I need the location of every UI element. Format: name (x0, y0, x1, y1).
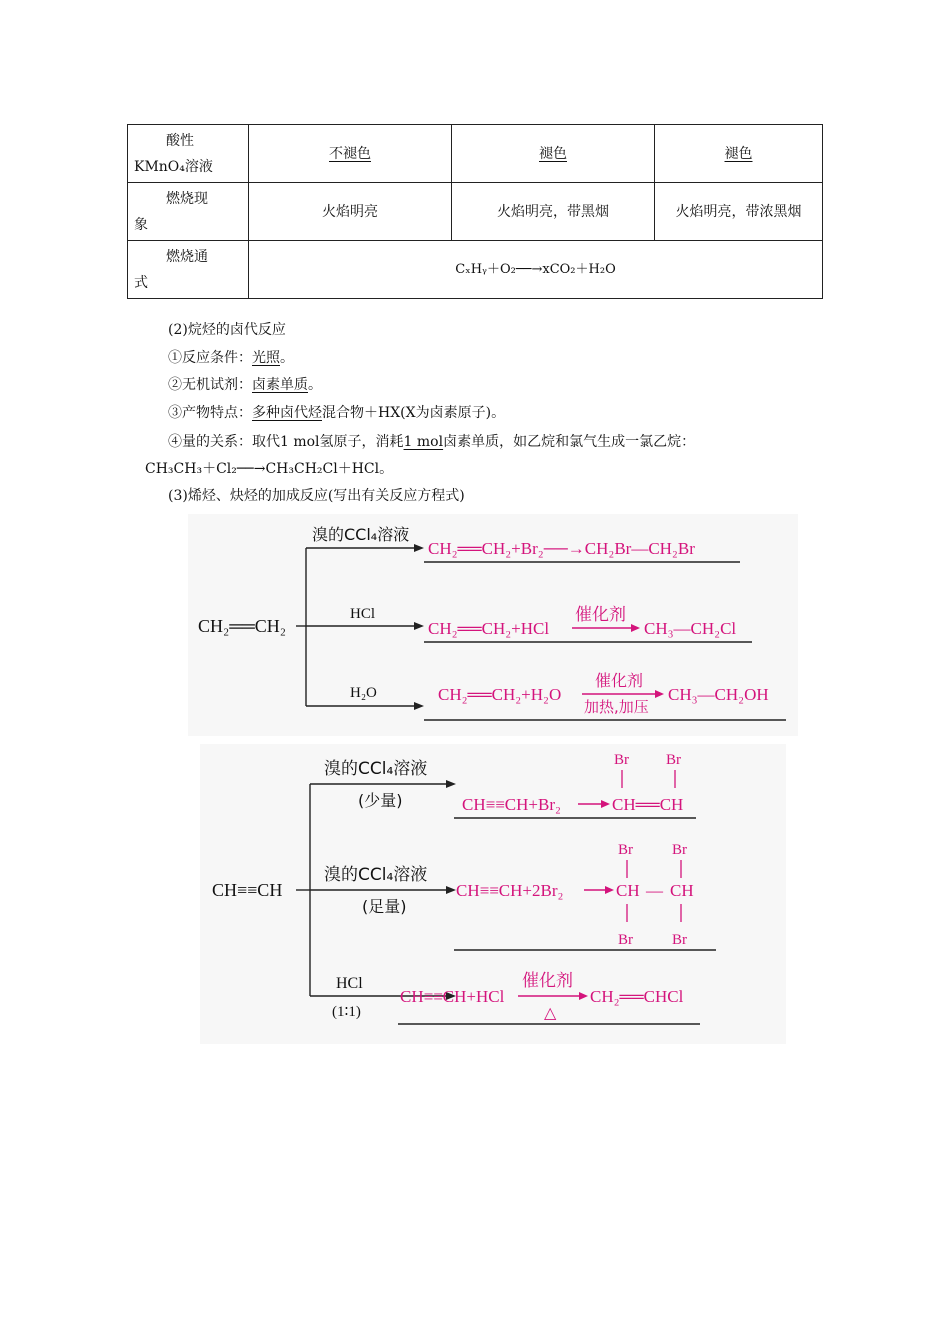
section-2-title: (2)烷烃的卤代反应 (168, 322, 286, 338)
properties-table (127, 124, 823, 299)
tetrabromoethane-carbon: CH (616, 881, 640, 900)
hydrochlorination-lhs: CH≡≡CH+HCl (400, 987, 505, 1006)
hcl-reagent-label: HCl (336, 975, 363, 992)
product-line: ③产物特点：多种卤代烃混合物＋HX(X为卤素原子)。 (168, 405, 506, 421)
quantity-line: ④量的关系：取代1 mol氢原子，消耗1 mol卤素单质，如乙烷和氯气生成一氯乙烷： (168, 434, 696, 450)
heat-pressure-label: 加热,加压 (584, 698, 649, 716)
section-3-title: (3)烯烃、炔烃的加成反应(写出有关反应方程式) (168, 488, 465, 504)
acetylene-formula: CH≡≡CH (212, 880, 283, 900)
single-bond: — (646, 881, 663, 900)
bromine-reagent-label: 溴的CCl₄溶液 (324, 759, 428, 779)
bromine-substituent: Br (672, 932, 687, 948)
bromine-substituent: Br (672, 842, 687, 858)
table-cell: 火焰明亮 (249, 183, 452, 241)
table-cell: 火焰明亮，带浓黑烟 (655, 183, 823, 241)
water-reagent-label: H₂O (350, 685, 377, 701)
bromine-substituent: Br (666, 752, 681, 768)
hcl-addition-rhs: CH₃—CH₂Cl (644, 619, 737, 638)
hydration-lhs: CH₂══CH₂+H₂O (438, 685, 562, 704)
table-cell: 不褪色 (249, 125, 452, 183)
table-row (128, 183, 823, 241)
heating-symbol: △ (544, 1005, 557, 1022)
vinyl-chloride-product: CH₂══CHCl (590, 987, 684, 1006)
hydration-rhs: CH₃—CH₂OH (668, 685, 769, 704)
ratio-note: (1∶1) (332, 1004, 361, 1020)
tetrabromoethane-carbon: CH (670, 881, 694, 900)
bromine-reagent-label: 溴的CCl₄溶液 (324, 865, 428, 885)
full-bromination-lhs: CH≡≡CH+2Br₂ (456, 881, 564, 900)
dibromoethene-product: CH══CH (612, 795, 684, 814)
table-row (128, 125, 823, 183)
catalyst-label: 催化剂 (575, 605, 626, 625)
catalyst-label: 催化剂 (522, 971, 573, 991)
bromine-substituent: Br (618, 842, 633, 858)
bromination-equation: CH₂══CH₂+Br₂──→CH₂Br—CH₂Br (428, 539, 695, 558)
ethane-equation: CH₃CH₃＋Cl₂──→CH₃CH₂Cl＋HCl。 (145, 461, 394, 477)
table-cell: 火焰明亮，带黑烟 (452, 183, 655, 241)
bromine-substituent: Br (618, 932, 633, 948)
combustion-formula: CₓHᵧ＋O₂──→xCO₂＋H₂O (249, 241, 823, 299)
bromine-reagent-label: 溴的CCl₄溶液 (312, 525, 410, 544)
excess-amount-note: (足量) (362, 897, 407, 916)
ethylene-addition-diagram (188, 514, 798, 736)
row-header: 酸性 KMnO₄溶液 (128, 125, 249, 183)
table-row (128, 241, 823, 299)
partial-bromination-lhs: CH≡≡CH+Br₂ (462, 795, 561, 814)
reagent-line: ②无机试剂：卤素单质。 (168, 377, 322, 393)
table-cell: 褪色 (655, 125, 823, 183)
catalyst-label: 催化剂 (595, 671, 644, 690)
hcl-addition-lhs: CH₂══CH₂+HCl (428, 619, 550, 638)
bromine-substituent: Br (614, 752, 629, 768)
hcl-reagent-label: HCl (350, 606, 376, 622)
row-header: 燃烧通 式 (128, 241, 249, 299)
table-cell: 褪色 (452, 125, 655, 183)
small-amount-note: (少量) (358, 791, 403, 810)
ethylene-formula: CH₂══CH₂ (198, 616, 287, 636)
row-header: 燃烧现 象 (128, 183, 249, 241)
condition-line: ①反应条件：光照。 (168, 350, 294, 366)
acetylene-addition-diagram (200, 744, 786, 1044)
